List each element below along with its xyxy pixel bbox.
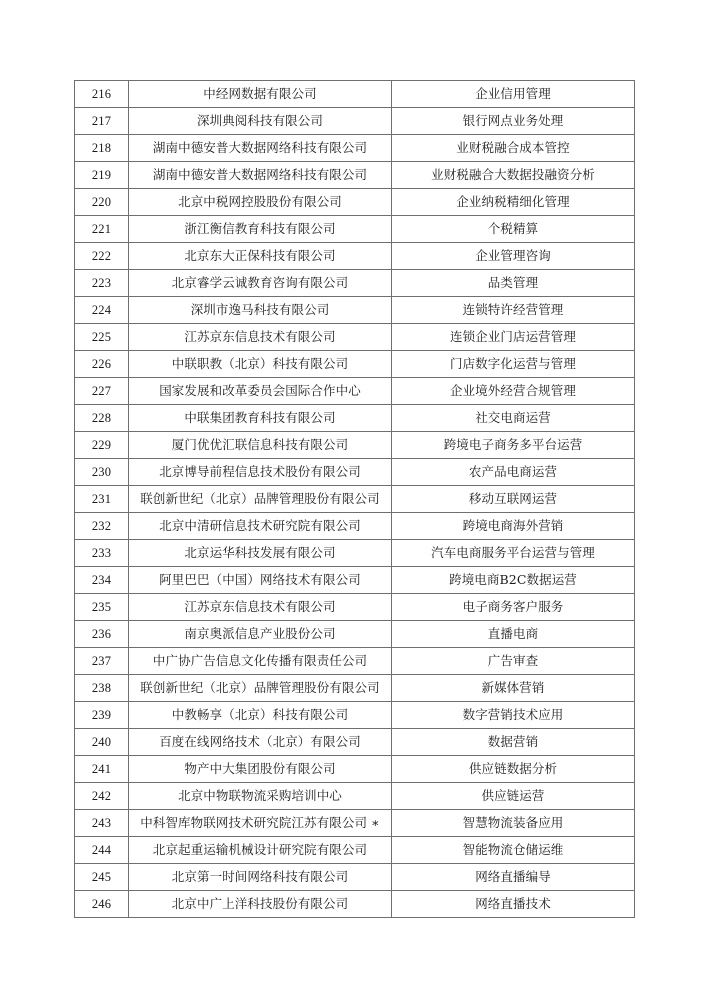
table-row [75, 162, 635, 189]
category-cell: 汽车电商服务平台运营与管理 [392, 540, 635, 567]
row-index-cell: 221 [75, 216, 129, 243]
category-cell: 新媒体营销 [392, 675, 635, 702]
table-row [75, 243, 635, 270]
row-index-cell: 240 [75, 729, 129, 756]
table-row [75, 729, 635, 756]
row-index-cell: 238 [75, 675, 129, 702]
company-name-cell: 联创新世纪（北京）品牌管理股份有限公司 [129, 486, 392, 513]
row-index-cell: 234 [75, 567, 129, 594]
company-name-cell: 浙江衡信教育科技有限公司 [129, 216, 392, 243]
company-name-cell: 北京起重运输机械设计研究院有限公司 [129, 837, 392, 864]
table-row [75, 648, 635, 675]
row-index-cell: 219 [75, 162, 129, 189]
row-index-cell: 242 [75, 783, 129, 810]
category-cell: 企业纳税精细化管理 [392, 189, 635, 216]
company-name-cell: 阿里巴巴（中国）网络技术有限公司 [129, 567, 392, 594]
category-cell: 直播电商 [392, 621, 635, 648]
row-index-cell: 226 [75, 351, 129, 378]
company-name-cell: 湖南中德安普大数据网络科技有限公司 [129, 135, 392, 162]
company-name-cell: 北京中广上洋科技股份有限公司 [129, 891, 392, 918]
category-cell: 农产品电商运营 [392, 459, 635, 486]
table-row [75, 378, 635, 405]
category-cell: 企业境外经营合规管理 [392, 378, 635, 405]
category-cell: 电子商务客户服务 [392, 594, 635, 621]
company-name-cell: 北京运华科技发展有限公司 [129, 540, 392, 567]
company-name-cell: 北京睿学云诚教育咨询有限公司 [129, 270, 392, 297]
table-body [75, 81, 635, 918]
company-name-cell: 南京奥派信息产业股份公司 [129, 621, 392, 648]
company-name-cell: 北京东大正保科技有限公司 [129, 243, 392, 270]
table-row [75, 567, 635, 594]
category-cell: 企业信用管理 [392, 81, 635, 108]
table-row [75, 864, 635, 891]
listing-table [74, 80, 635, 918]
table-row [75, 486, 635, 513]
category-cell: 供应链数据分析 [392, 756, 635, 783]
table-row [75, 837, 635, 864]
row-index-cell: 235 [75, 594, 129, 621]
category-cell: 跨境电商B2C数据运营 [392, 567, 635, 594]
row-index-cell: 232 [75, 513, 129, 540]
row-index-cell: 246 [75, 891, 129, 918]
row-index-cell: 231 [75, 486, 129, 513]
company-name-cell: 深圳典阅科技有限公司 [129, 108, 392, 135]
company-name-cell: 物产中大集团股份有限公司 [129, 756, 392, 783]
company-name-cell: 中教畅享（北京）科技有限公司 [129, 702, 392, 729]
category-cell: 跨境电商海外营销 [392, 513, 635, 540]
table-row [75, 594, 635, 621]
row-index-cell: 223 [75, 270, 129, 297]
category-cell: 连锁特许经营管理 [392, 297, 635, 324]
category-cell: 数据营销 [392, 729, 635, 756]
category-cell: 个税精算 [392, 216, 635, 243]
table-row [75, 810, 635, 837]
table-row [75, 405, 635, 432]
company-name-cell: 国家发展和改革委员会国际合作中心 [129, 378, 392, 405]
row-index-cell: 216 [75, 81, 129, 108]
company-name-cell: 北京博导前程信息技术股份有限公司 [129, 459, 392, 486]
row-index-cell: 245 [75, 864, 129, 891]
category-cell: 智慧物流装备应用 [392, 810, 635, 837]
table-row [75, 891, 635, 918]
table-row [75, 540, 635, 567]
row-index-cell: 230 [75, 459, 129, 486]
table-row [75, 270, 635, 297]
row-index-cell: 217 [75, 108, 129, 135]
category-cell: 业财税融合成本管控 [392, 135, 635, 162]
row-index-cell: 241 [75, 756, 129, 783]
row-index-cell: 237 [75, 648, 129, 675]
category-cell: 智能物流仓储运维 [392, 837, 635, 864]
table-row [75, 135, 635, 162]
company-name-cell: 江苏京东信息技术有限公司 [129, 594, 392, 621]
row-index-cell: 239 [75, 702, 129, 729]
row-index-cell: 229 [75, 432, 129, 459]
table-row [75, 675, 635, 702]
table-row [75, 81, 635, 108]
company-name-cell: 北京中税网控股股份有限公司 [129, 189, 392, 216]
row-index-cell: 220 [75, 189, 129, 216]
company-name-cell: 中联集团教育科技有限公司 [129, 405, 392, 432]
category-cell: 跨境电子商务多平台运营 [392, 432, 635, 459]
category-cell: 连锁企业门店运营管理 [392, 324, 635, 351]
company-name-cell: 江苏京东信息技术有限公司 [129, 324, 392, 351]
category-cell: 业财税融合大数据投融资分析 [392, 162, 635, 189]
table-row [75, 621, 635, 648]
company-name-cell: 中广协广告信息文化传播有限责任公司 [129, 648, 392, 675]
category-cell: 移动互联网运营 [392, 486, 635, 513]
company-name-cell: 厦门优优汇联信息科技有限公司 [129, 432, 392, 459]
table-row [75, 783, 635, 810]
table-row [75, 189, 635, 216]
category-cell: 网络直播编导 [392, 864, 635, 891]
category-cell: 品类管理 [392, 270, 635, 297]
row-index-cell: 243 [75, 810, 129, 837]
category-cell: 门店数字化运营与管理 [392, 351, 635, 378]
company-name-cell: 北京第一时间网络科技有限公司 [129, 864, 392, 891]
company-name-cell: 中联职教（北京）科技有限公司 [129, 351, 392, 378]
row-index-cell: 228 [75, 405, 129, 432]
row-index-cell: 222 [75, 243, 129, 270]
category-cell: 网络直播技术 [392, 891, 635, 918]
table-row [75, 513, 635, 540]
category-cell: 社交电商运营 [392, 405, 635, 432]
company-name-cell: 百度在线网络技术（北京）有限公司 [129, 729, 392, 756]
row-index-cell: 233 [75, 540, 129, 567]
table-container [74, 80, 634, 918]
table-row [75, 108, 635, 135]
table-row [75, 702, 635, 729]
row-index-cell: 225 [75, 324, 129, 351]
category-cell: 数字营销技术应用 [392, 702, 635, 729]
category-cell: 供应链运营 [392, 783, 635, 810]
row-index-cell: 218 [75, 135, 129, 162]
table-row [75, 351, 635, 378]
company-name-cell: 湖南中德安普大数据网络科技有限公司 [129, 162, 392, 189]
table-row [75, 297, 635, 324]
company-name-cell: 北京中清研信息技术研究院有限公司 [129, 513, 392, 540]
row-index-cell: 236 [75, 621, 129, 648]
row-index-cell: 244 [75, 837, 129, 864]
table-row [75, 432, 635, 459]
company-name-cell: 联创新世纪（北京）品牌管理股份有限公司 [129, 675, 392, 702]
category-cell: 企业管理咨询 [392, 243, 635, 270]
company-name-cell: 中科智库物联网技术研究院江苏有限公司 ∗ [129, 810, 392, 837]
company-name-cell: 中经网数据有限公司 [129, 81, 392, 108]
table-row [75, 459, 635, 486]
company-name-cell: 北京中物联物流采购培训中心 [129, 783, 392, 810]
table-row [75, 324, 635, 351]
row-index-cell: 224 [75, 297, 129, 324]
table-row [75, 216, 635, 243]
table-row [75, 756, 635, 783]
category-cell: 银行网点业务处理 [392, 108, 635, 135]
company-name-cell: 深圳市逸马科技有限公司 [129, 297, 392, 324]
row-index-cell: 227 [75, 378, 129, 405]
category-cell: 广告审查 [392, 648, 635, 675]
